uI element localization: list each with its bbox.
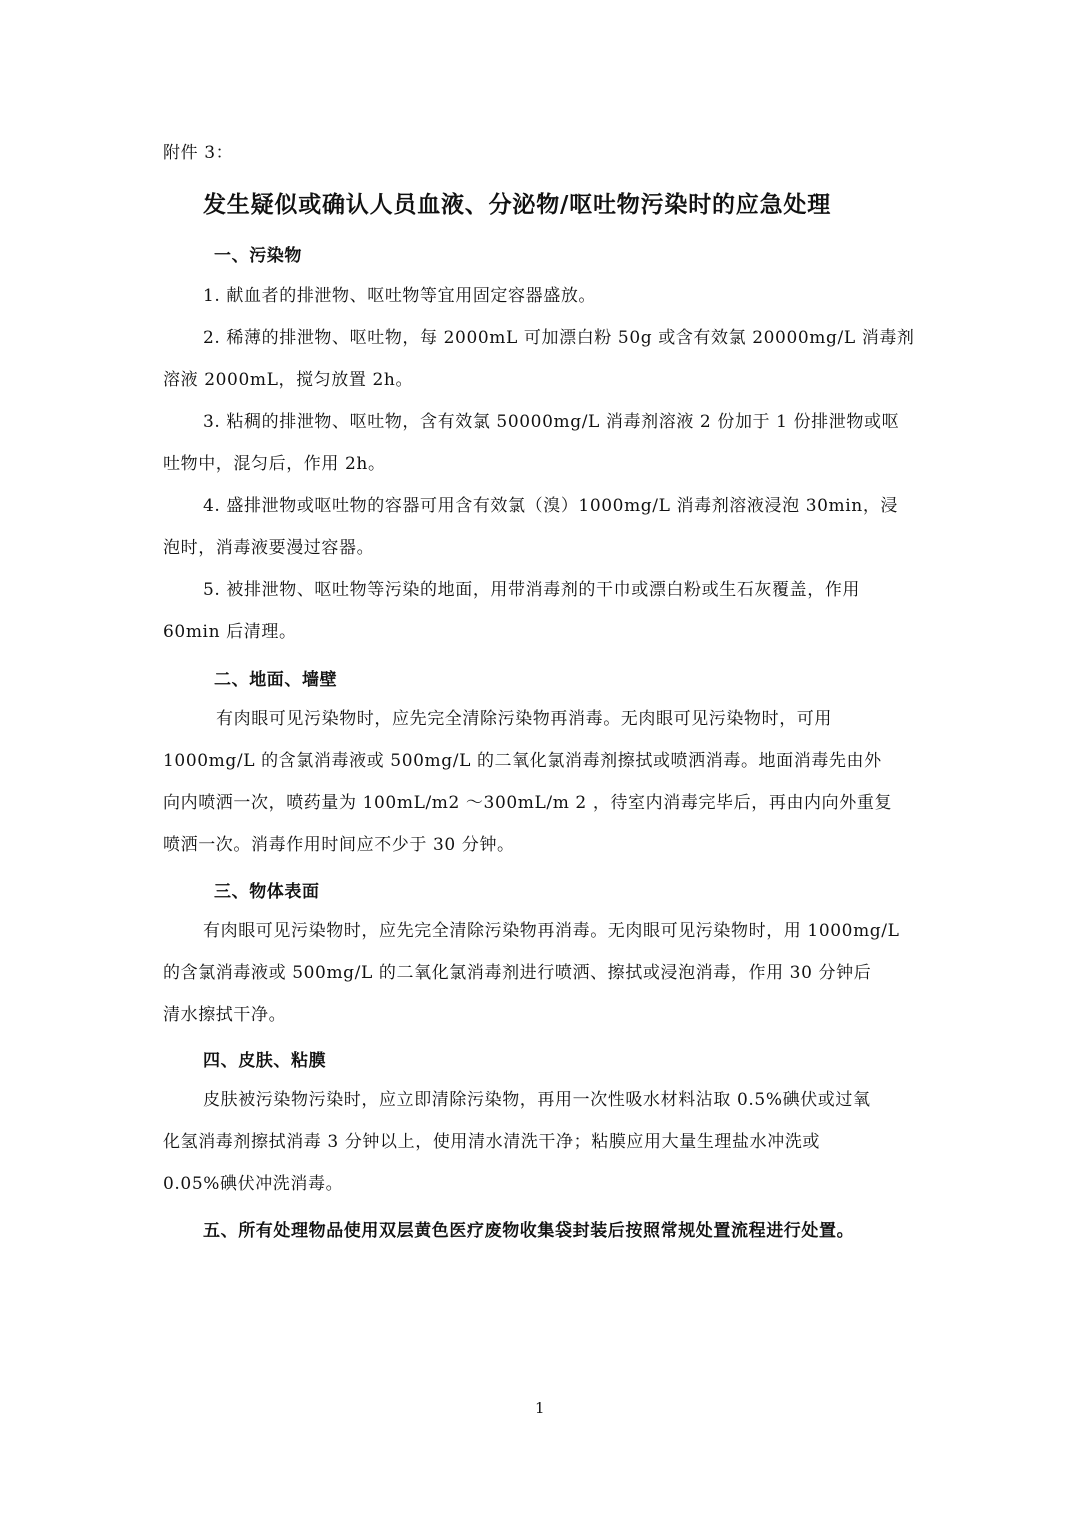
section-3-heading: 三、物体表面 <box>214 882 320 902</box>
section-1-item-2-line-1: 2. 稀薄的排泄物、呕吐物，每 2000mL 可加漂白粉 50g 或含有效氯 20000mg/L 消毒剂 <box>203 328 915 348</box>
section-4-heading: 四、皮肤、粘膜 <box>203 1051 327 1071</box>
attachment-label: 附件 3： <box>163 143 234 163</box>
section-3-line-2: 的含氯消毒液或 500mg/L 的二氧化氯消毒剂进行喷洒、擦拭或浸泡消毒，作用 30 分钟后 <box>163 963 872 983</box>
section-3-line-3: 清水擦拭干净。 <box>163 1005 287 1025</box>
section-1-item-4-line-1: 4. 盛排泄物或呕吐物的容器可用含有效氯（溴）1000mg/L 消毒剂溶液浸泡 30min，浸 <box>203 496 899 516</box>
section-4-line-3: 0.05%碘伏冲洗消毒。 <box>163 1174 344 1194</box>
section-2-heading: 二、地面、墙壁 <box>214 670 338 690</box>
section-5-heading: 五、所有处理物品使用双层黄色医疗废物收集袋封装后按照常规处置流程进行处置。 <box>203 1221 855 1241</box>
section-1-item-2-line-2: 溶液 2000mL，搅匀放置 2h。 <box>163 370 414 390</box>
section-4-line-2: 化氢消毒剂擦拭消毒 3 分钟以上，使用清水清洗干净；粘膜应用大量生理盐水冲洗或 <box>163 1132 821 1152</box>
section-4-line-1: 皮肤被污染物污染时，应立即清除污染物，再用一次性吸水材料沾取 0.5%碘伏或过氧 <box>203 1090 871 1110</box>
section-1-heading: 一、污染物 <box>214 246 302 266</box>
section-1-item-5-line-2: 60min 后清理。 <box>163 622 297 642</box>
page-title: 发生疑似或确认人员血液、分泌物/呕吐物污染时的应急处理 <box>203 192 832 218</box>
section-1-item-3-line-1: 3. 粘稠的排泄物、呕吐物，含有效氯 50000mg/L 消毒剂溶液 2 份加于 1 份排泄物或呕 <box>203 412 900 432</box>
section-2-line-1: 有肉眼可见污染物时，应先完全清除污染物再消毒。无肉眼可见污染物时，可用 <box>216 709 832 729</box>
section-2-line-4: 喷洒一次。消毒作用时间应不少于 30 分钟。 <box>163 835 515 855</box>
page-number: 1 <box>535 1399 545 1417</box>
section-2-line-3: 向内喷洒一次，喷药量为 100mL/m2 ～300mL/m 2 ，待室内消毒完毕后，再由内向外重复 <box>163 793 893 813</box>
section-1-item-5-line-1: 5. 被排泄物、呕吐物等污染的地面，用带消毒剂的干巾或漂白粉或生石灰覆盖，作用 <box>203 580 861 600</box>
section-2-line-2: 1000mg/L 的含氯消毒液或 500mg/L 的二氧化氯消毒剂擦拭或喷洒消毒。地面消毒先由外 <box>163 751 882 771</box>
section-1-item-4-line-2: 泡时，消毒液要漫过容器。 <box>163 538 375 558</box>
section-1-item-3-line-2: 吐物中，混匀后，作用 2h。 <box>163 454 386 474</box>
section-1-item-1: 1. 献血者的排泄物、呕吐物等宜用固定容器盛放。 <box>203 286 597 306</box>
section-3-line-1: 有肉眼可见污染物时，应先完全清除污染物再消毒。无肉眼可见污染物时，用 1000mg/L <box>203 921 900 941</box>
